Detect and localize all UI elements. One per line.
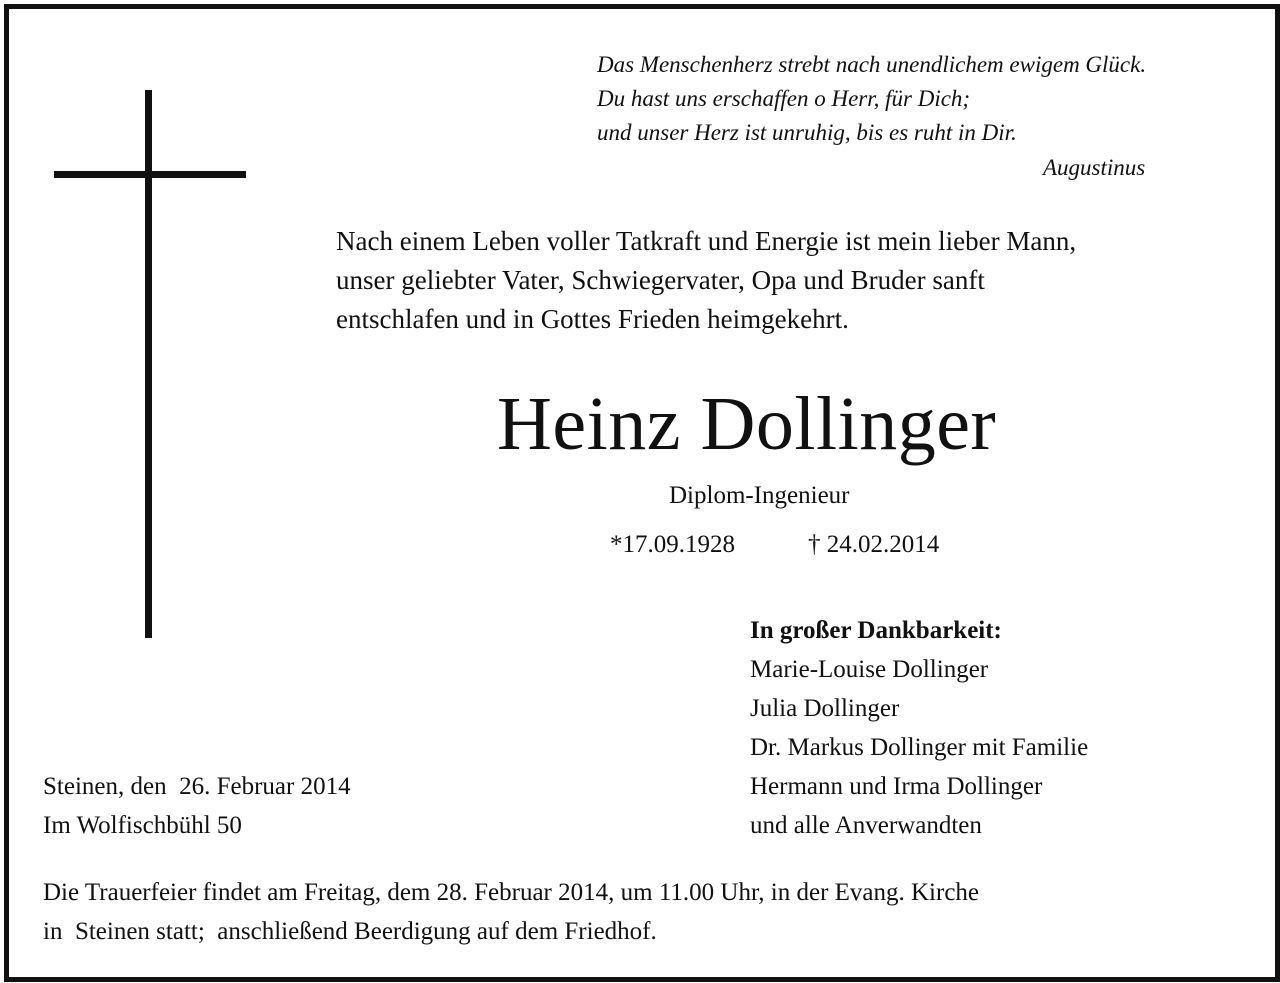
death-date: † 24.02.2014 bbox=[808, 531, 940, 558]
family-member: Dr. Markus Dollinger mit Familie bbox=[750, 734, 1089, 761]
intro-line-2: unser geliebter Vater, Schwiegervater, Opa und Bruder sanft bbox=[336, 265, 985, 295]
intro-line-3: entschlafen und in Gottes Frieden heimgekehrt. bbox=[336, 304, 849, 334]
intro-line-1: Nach einem Leben voller Tatkraft und Energie ist mein lieber Mann, bbox=[336, 226, 1077, 256]
family-member: Marie-Louise Dollinger bbox=[750, 656, 989, 683]
family-heading: In großer Dankbarkeit: bbox=[750, 617, 1002, 644]
family-member: Hermann und Irma Dollinger bbox=[750, 773, 1043, 800]
quote-line-2: Du hast uns erschaffen o Herr, für Dich; bbox=[597, 86, 971, 111]
funeral-line-1: Die Trauerfeier findet am Freitag, dem 28. Februar 2014, um 11.00 Uhr, in der Evang. Kirche bbox=[43, 879, 980, 906]
place-date: Steinen, den 26. Februar 2014 bbox=[43, 773, 351, 800]
deceased-title: Diplom-Ingenieur bbox=[669, 482, 850, 509]
birth-date: *17.09.1928 bbox=[610, 531, 735, 558]
street-address: Im Wolfischbühl 50 bbox=[43, 812, 242, 839]
deceased-name: Heinz Dollinger bbox=[497, 382, 997, 466]
family-member: Julia Dollinger bbox=[750, 695, 900, 722]
funeral-line-2: in Steinen statt; anschließend Beerdigung auf dem Friedhof. bbox=[43, 918, 657, 945]
cross-icon-horizontal bbox=[54, 171, 246, 178]
quote-line-3: und unser Herz ist unruhig, bis es ruht in Dir. bbox=[597, 120, 1017, 145]
family-member: und alle Anverwandten bbox=[750, 812, 982, 839]
quote-author: Augustinus bbox=[1043, 155, 1146, 180]
quote-line-1: Das Menschenherz strebt nach unendlichem ewigem Glück. bbox=[597, 52, 1147, 77]
